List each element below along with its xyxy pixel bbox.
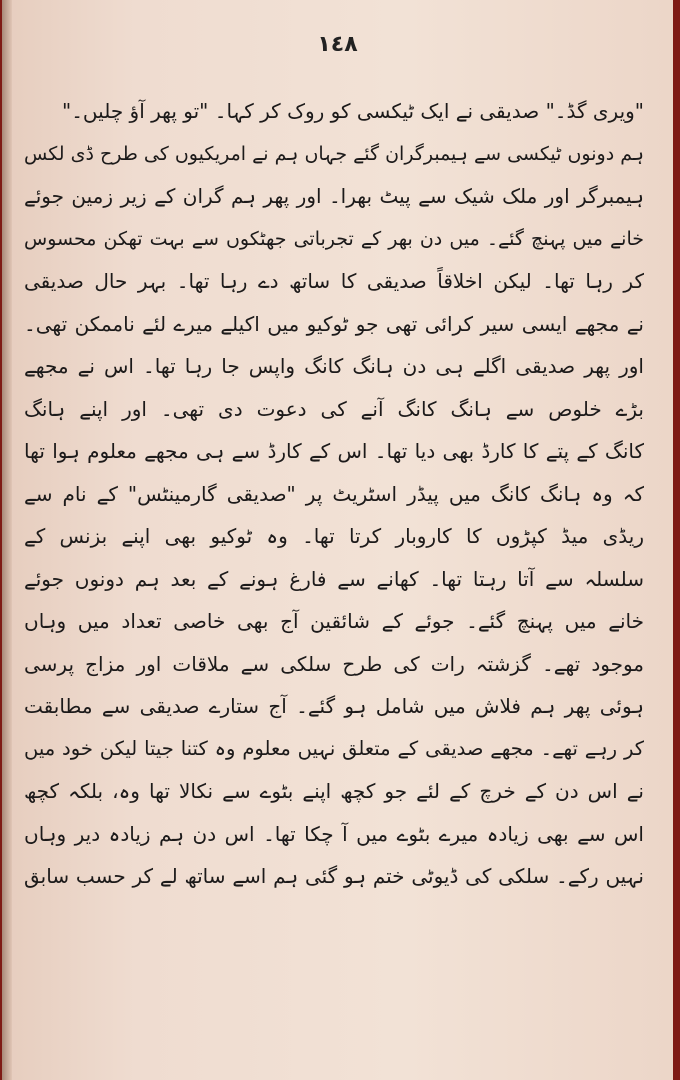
page-gutter bbox=[2, 0, 12, 1080]
book-page bbox=[2, 0, 673, 1080]
body-text bbox=[24, 90, 644, 898]
text-line: ہوئی پھر ہم فلاش میں شامل ہو گئے۔ آج ستارے صدیقی سے مطابقت bbox=[24, 694, 644, 718]
text-line: خانے میں پہنچ گئے۔ جوئے کے شائقین آج بھی خاصی تعداد میں وہاں bbox=[24, 609, 644, 633]
text-line: ہیمبرگر اور ملک شیک سے پیٹ بھرا۔ اور پھر ہم گران کے زیر زمین جوئے bbox=[24, 184, 644, 208]
text-line: کر رہے تھے۔ مجھے صدیقی کے متعلق نہیں معلوم وہ کتنا جیتا لیکن خود میں bbox=[24, 736, 644, 760]
text-line: خانے میں پہنچ گئے۔ میں دن بھر کے تجرباتی جھٹکوں سے بہت تھکن محسوس bbox=[24, 227, 644, 250]
text-line: ہم دونوں ٹیکسی سے ہیمبرگران گئے جہاں ہم نے امریکیوں کی طرح ڈی لکس bbox=[24, 142, 644, 165]
text-line: سلسلہ سے آتا رہتا تھا۔ کھانے سے فارغ ہونے کے بعد ہم دونوں جوئے bbox=[24, 566, 644, 591]
text-line: اور پھر صدیقی اگلے ہی دن ہانگ کانگ واپس جا رہا تھا۔ اس نے مجھے bbox=[24, 354, 644, 378]
text-line: کر رہا تھا۔ لیکن اخلاقاً صدیقی کا ساتھ دے رہا تھا۔ بہر حال صدیقی bbox=[24, 269, 644, 293]
text-line: "ویری گڈ۔" صدیقی نے ایک ٹیکسی کو روک کر کہا۔ "تو پھر آؤ چلیں۔" bbox=[62, 99, 644, 123]
text-line: اس سے بھی زیادہ میرے بٹوے میں آ چکا تھا۔ اس دن ہم زیادہ دیر وہاں bbox=[24, 821, 644, 846]
page-number: ١٤٨ bbox=[317, 32, 358, 57]
text-line: کہ وہ ہانگ کانگ میں پیڈر اسٹریٹ پر "صدیقی گارمینٹس" کے نام سے bbox=[24, 481, 644, 506]
text-line: نے اس دن کے خرچ کے لئے جو کچھ اپنے بٹوے سے نکالا تھا وہ، بلکہ کچھ bbox=[24, 779, 644, 803]
text-line: بڑے خلوص سے ہانگ کانگ آنے کی دعوت دی تھی۔ اور اپنے ہانگ bbox=[24, 396, 644, 421]
text-line: کانگ کے پتے کا کارڈ بھی دیا تھا۔ اس کے کارڈ سے ہی مجھے معلوم ہوا تھا bbox=[24, 439, 644, 463]
text-line: موجود تھے۔ گزشتہ رات کی طرح سلکی سے ملاقات اور مزاج پرسی bbox=[24, 651, 644, 676]
text-line: ریڈی میڈ کپڑوں کا کاروبار کرتا تھا۔ وہ ٹوکیو بھی اپنے بزنس کے bbox=[24, 524, 644, 548]
text-line: نہیں رکے۔ سلکی کی ڈیوٹی ختم ہو گئی ہم اسے ساتھ لے کر حسب سابق bbox=[24, 864, 644, 888]
text-line: نے مجھے ایسی سیر کرائی تھی جو ٹوکیو میں اکیلے میرے لئے ناممکن تھی۔ bbox=[24, 311, 644, 336]
